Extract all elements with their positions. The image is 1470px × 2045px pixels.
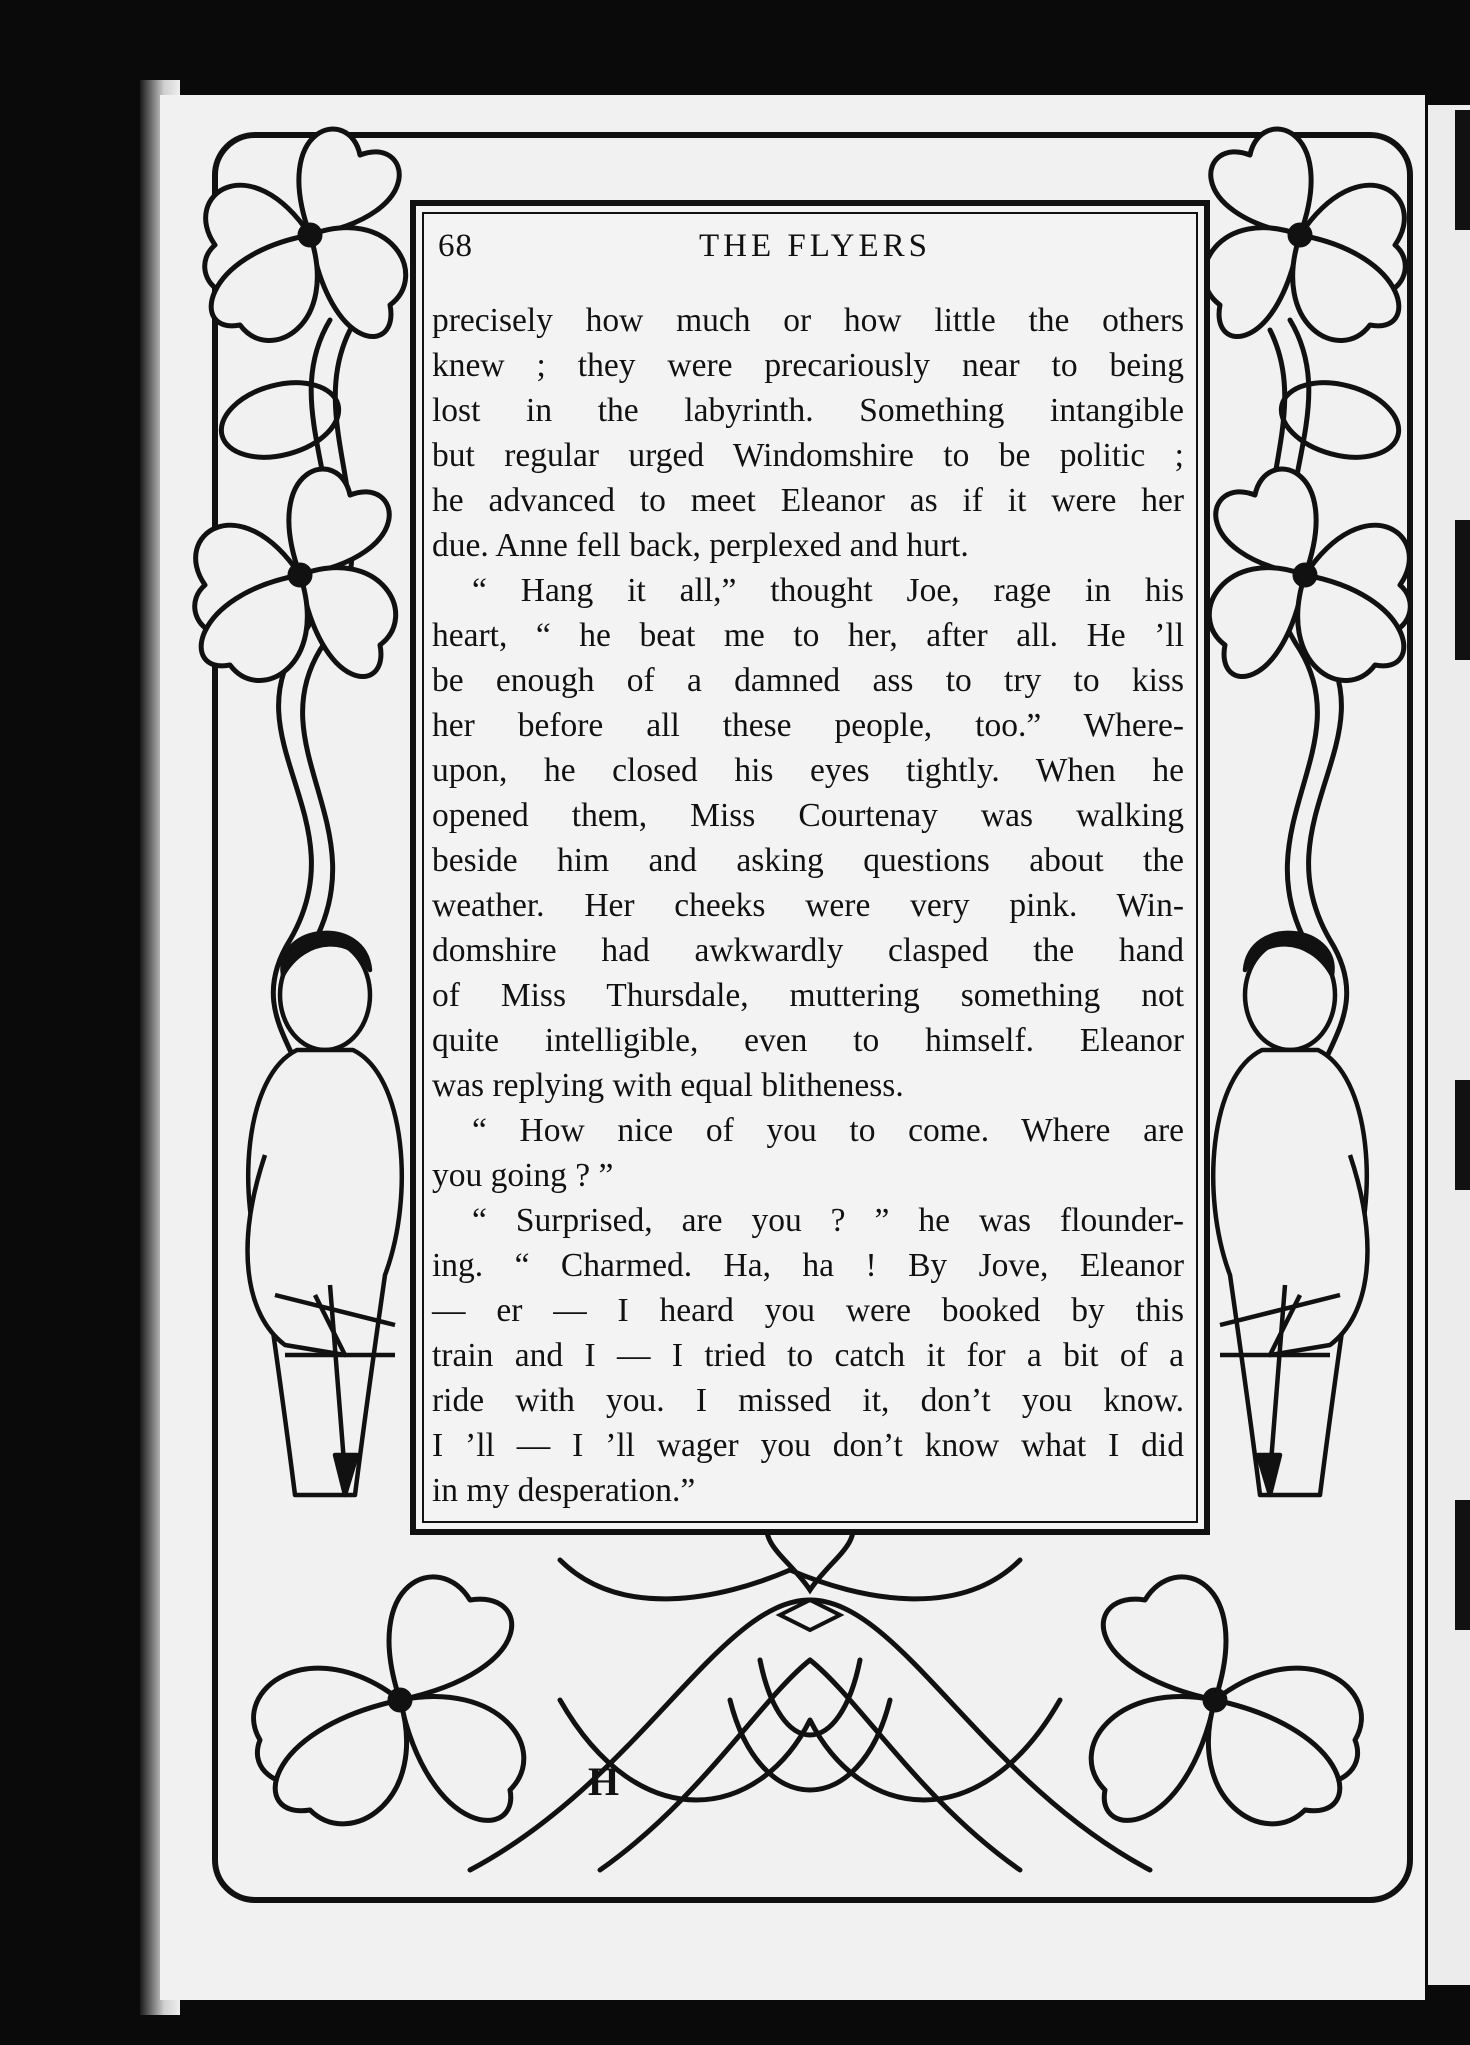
text-line: heart, “ he beat me to her, after all. He ’ll <box>432 617 1184 654</box>
text-line: “ Hang it all,” thought Joe, rage in his <box>472 572 1184 609</box>
text-line: upon, he closed his eyes tightly. When he <box>432 752 1184 789</box>
text-line: quite intelligible, even to himself. Eleanor <box>432 1022 1184 1059</box>
text-line: in my desperation.” <box>432 1472 696 1509</box>
text-line: but regular urged Windomshire to be politic ; <box>432 437 1184 474</box>
text-line: of Miss Thursdale, muttering something not <box>432 977 1184 1014</box>
text-line: he advanced to meet Eleanor as if it were her <box>432 482 1184 519</box>
text-line: weather. Her cheeks were very pink. Win- <box>432 887 1184 924</box>
text-line: “ How nice of you to come. Where are <box>472 1112 1184 1149</box>
text-line: you going ? ” <box>432 1157 614 1194</box>
text-line: beside him and asking questions about the <box>432 842 1184 879</box>
text-line: knew ; they were precariously near to being <box>432 347 1184 384</box>
text-line: due. Anne fell back, perplexed and hurt. <box>432 527 969 564</box>
text-line: — er — I heard you were booked by this <box>432 1292 1184 1329</box>
text-line: domshire had awkwardly clasped the hand <box>432 932 1184 969</box>
text-line: “ Surprised, are you ? ” he was flounder- <box>472 1202 1184 1239</box>
text-line: be enough of a damned ass to try to kiss <box>432 662 1184 699</box>
text-line: ing. “ Charmed. Ha, ha ! By Jove, Eleanor <box>432 1247 1184 1284</box>
text-line: lost in the labyrinth. Something intangible <box>432 392 1184 429</box>
text-line: opened them, Miss Courtenay was walking <box>432 797 1184 834</box>
text-line: ride with you. I missed it, don’t you know. <box>432 1382 1184 1419</box>
book-title: THE FLYERS <box>699 228 931 264</box>
text-line: precisely how much or how little the others <box>432 302 1184 339</box>
body-text <box>432 298 1184 1513</box>
text-line: was replying with equal blitheness. <box>432 1067 904 1104</box>
page-number: 68 <box>438 228 473 264</box>
text-line: train and I — I tried to catch it for a bit of a <box>432 1337 1184 1374</box>
text-line: I ’ll — I ’ll wager you don’t know what I did <box>432 1427 1184 1464</box>
text-line: her before all these people, too.” Where- <box>432 707 1184 744</box>
artist-monogram: H <box>588 1759 620 1804</box>
